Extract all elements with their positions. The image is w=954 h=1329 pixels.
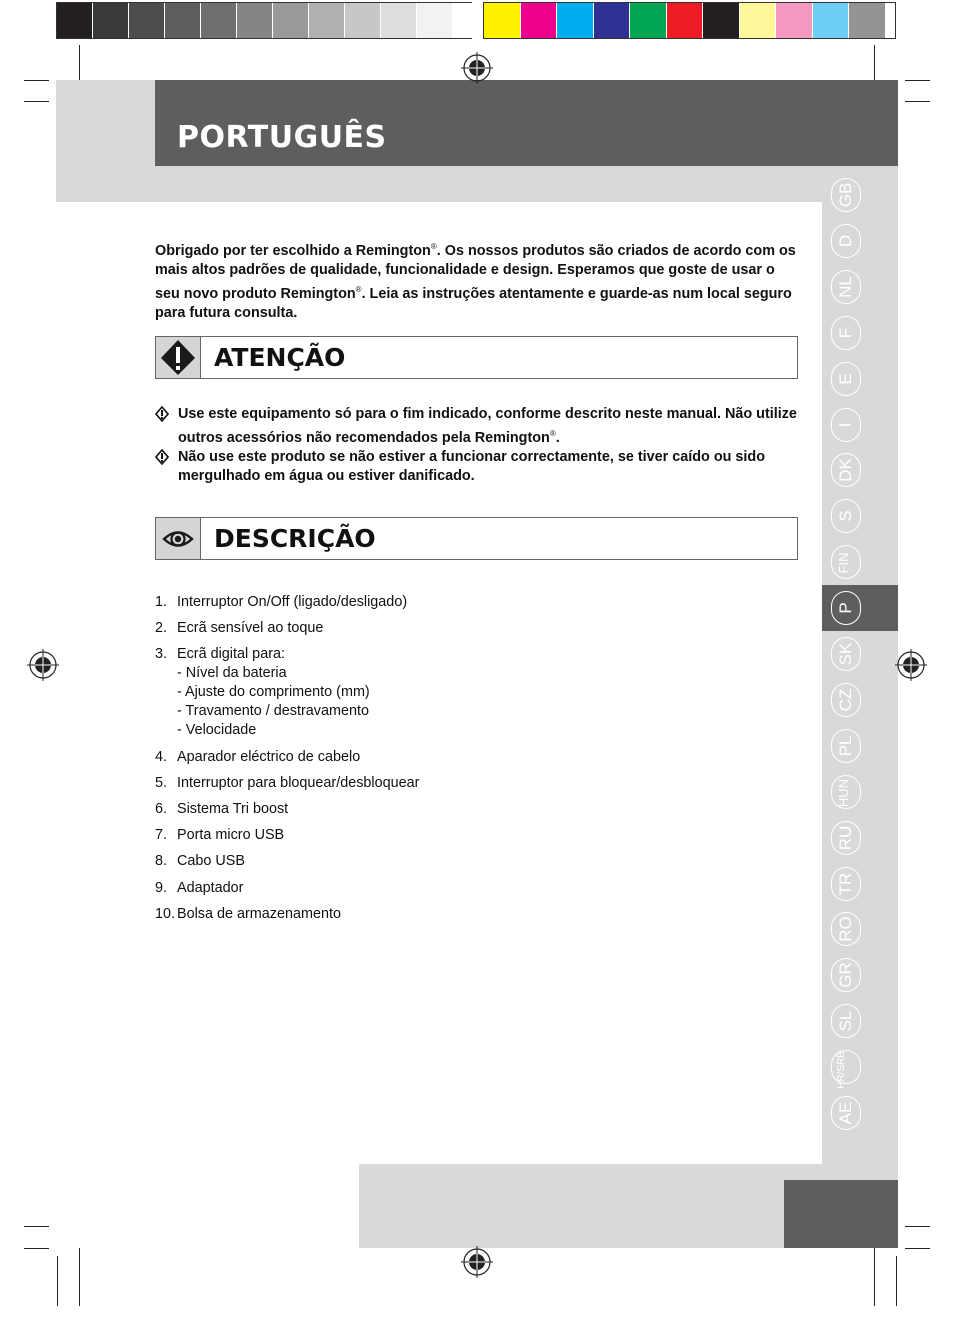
color-swatch <box>165 3 201 38</box>
sub-item: - Nível da bateria <box>177 665 287 682</box>
footer-page-tab <box>784 1180 898 1248</box>
language-tab-hun[interactable] <box>822 769 898 815</box>
process-color-bar <box>484 3 886 38</box>
attention-item <box>155 405 800 448</box>
registration-mark-icon <box>461 52 493 84</box>
warning-bullet-icon <box>155 406 169 422</box>
exclamation-icon <box>156 337 200 378</box>
language-tab-sk[interactable] <box>822 631 898 677</box>
description-item <box>155 774 655 793</box>
color-swatch <box>484 3 521 38</box>
item-number: 5. <box>155 774 168 791</box>
description-icon-cell <box>156 518 201 559</box>
language-tab-label: I <box>836 422 855 427</box>
language-tab-p[interactable] <box>822 585 898 631</box>
warning-bullet-icon <box>155 449 169 465</box>
attention-section-header <box>155 336 798 379</box>
description-section-header <box>155 517 798 560</box>
language-tab-d[interactable] <box>822 218 898 264</box>
language-tab-nl[interactable] <box>822 264 898 310</box>
language-tab-fin[interactable] <box>822 539 898 585</box>
color-swatch <box>57 3 93 38</box>
item-number: 7. <box>155 827 168 844</box>
language-tab-label: F <box>836 327 855 338</box>
color-swatch <box>309 3 345 38</box>
language-tab-tr[interactable] <box>822 861 898 907</box>
color-swatch <box>776 3 813 38</box>
item-number: 10. <box>155 905 176 922</box>
language-tab-label: RO <box>836 916 855 943</box>
color-swatch <box>813 3 850 38</box>
language-tab-e[interactable] <box>822 356 898 402</box>
item-number: 1. <box>155 594 168 610</box>
color-swatch <box>273 3 309 38</box>
crop-mark <box>79 45 80 85</box>
color-swatch <box>594 3 631 38</box>
attention-item-text: Use este equipamento só para o fim indicado, conforme descrito neste manual. Não utilize outros acessórios não recomendados pela Remington <box>178 406 797 446</box>
attention-item <box>155 448 800 486</box>
attention-icon-cell <box>156 337 201 378</box>
description-item <box>155 852 655 871</box>
crop-mark <box>905 80 930 81</box>
color-swatch <box>381 3 417 38</box>
intro-text: Obrigado por ter escolhido a Remington <box>155 242 431 259</box>
crop-mark <box>24 1226 49 1227</box>
language-tab-label: DK <box>836 458 855 483</box>
intro-text: . Leia as instruções atentamente e guarde-as num local seguro para futura consulta. <box>155 285 792 321</box>
item-label: Adaptador <box>177 879 244 896</box>
language-tab-label: CZ <box>836 688 855 712</box>
description-title: DESCRIÇÃO <box>214 524 376 553</box>
color-swatch <box>557 3 594 38</box>
language-tab-ae[interactable] <box>822 1090 898 1136</box>
item-label: Interruptor On/Off (ligado/desligado) <box>177 594 408 610</box>
attention-list <box>155 405 800 486</box>
language-tab-f[interactable] <box>822 310 898 356</box>
crop-mark <box>905 1248 930 1249</box>
crop-mark <box>79 1242 80 1306</box>
item-label: Porta micro USB <box>177 827 285 844</box>
registration-mark-icon <box>461 1246 493 1278</box>
item-label: Interruptor para bloquear/desbloquear <box>177 774 420 791</box>
sub-item: - Travamento / destravamento <box>177 703 369 720</box>
color-swatch <box>237 3 273 38</box>
grayscale-color-bar <box>57 3 489 38</box>
language-tab-label: RU <box>836 825 855 850</box>
language-tab-gr[interactable] <box>822 952 898 998</box>
crop-mark <box>24 101 49 102</box>
color-swatch <box>667 3 704 38</box>
language-tab-i[interactable] <box>822 402 898 448</box>
language-tab-hr-srb[interactable] <box>822 1044 898 1090</box>
description-item <box>155 748 655 767</box>
registration-mark-icon <box>27 649 59 681</box>
item-label: Ecrã digital para: <box>177 646 285 663</box>
language-tab-label: PL <box>836 735 855 757</box>
language-tab-label: SK <box>836 642 855 666</box>
language-tab-label: GR <box>836 962 855 989</box>
item-label: Aparador eléctrico de cabelo <box>177 748 361 765</box>
color-swatch <box>703 3 740 38</box>
description-item <box>155 879 655 898</box>
item-number: 2. <box>155 620 168 637</box>
color-swatch <box>740 3 777 38</box>
language-tab-s[interactable] <box>822 493 898 539</box>
language-tab-ro[interactable] <box>822 906 898 952</box>
description-item <box>155 593 655 612</box>
language-tab-label: TR <box>836 872 855 895</box>
language-tab-cz[interactable] <box>822 677 898 723</box>
item-number: 3. <box>155 646 168 663</box>
color-swatch <box>93 3 129 38</box>
attention-title: ATENÇÃO <box>214 343 346 372</box>
language-tab-label: S <box>836 510 855 522</box>
language-tab-label: D <box>836 234 855 248</box>
intro-text: . Os nossos produtos são criados de acordo com os mais altos padrões de qualidade, funcionalidade e design. Esperamos que goste de usar o seu novo produto Remington <box>155 242 796 302</box>
registered-mark: ® <box>549 429 556 438</box>
color-swatch <box>521 3 558 38</box>
footer-white-area <box>56 1164 359 1248</box>
color-swatch <box>345 3 381 38</box>
registered-mark: ® <box>430 242 437 251</box>
language-tab-label: FIN <box>836 552 851 574</box>
language-tab-label: HUN <box>836 778 851 807</box>
description-item <box>155 905 655 924</box>
crop-mark <box>24 1248 49 1249</box>
item-number: 8. <box>155 853 168 870</box>
item-label: Cabo USB <box>177 853 245 870</box>
crop-mark <box>24 80 49 81</box>
item-label: Sistema Tri boost <box>177 800 289 817</box>
attention-item-end: . <box>555 429 560 446</box>
page-title: PORTUGUÊS <box>177 120 387 155</box>
color-swatch <box>417 3 453 38</box>
sub-item: - Ajuste do comprimento (mm) <box>177 684 370 701</box>
item-label: Bolsa de armazenamento <box>177 905 341 922</box>
description-item <box>155 826 655 845</box>
color-swatch <box>849 3 886 38</box>
item-label: Ecrã sensível ao toque <box>177 620 324 637</box>
crop-mark <box>874 45 875 85</box>
item-number: 6. <box>155 800 168 817</box>
registered-mark: ® <box>355 284 362 294</box>
language-tab-ru[interactable] <box>822 815 898 861</box>
crop-mark <box>57 1256 58 1306</box>
color-swatch <box>129 3 165 38</box>
language-tab-label: NL <box>836 275 855 298</box>
color-swatch <box>201 3 237 38</box>
description-item <box>155 800 655 819</box>
language-tab-pl[interactable] <box>822 723 898 769</box>
sub-item: - Velocidade <box>177 722 257 739</box>
description-list <box>155 593 655 931</box>
description-item <box>155 619 655 638</box>
attention-item-text: Não use este produto se não estiver a funcionar correctamente, se tiver caído ou sido mergulhado em água ou estiver danificado. <box>178 448 765 484</box>
language-tab-dk[interactable] <box>822 447 898 493</box>
registration-mark-icon <box>895 649 927 681</box>
language-tab-label: E <box>836 372 855 385</box>
crop-mark <box>874 1242 875 1306</box>
language-tab-label: SL <box>836 1010 855 1032</box>
color-swatch <box>630 3 667 38</box>
crop-mark <box>905 101 930 102</box>
crop-mark <box>896 1256 897 1306</box>
language-tab-label: AE <box>836 1101 855 1125</box>
item-number: 4. <box>155 748 168 765</box>
language-tab-label: GB <box>836 182 855 208</box>
language-tab-label: HR/SRB <box>836 1051 847 1089</box>
language-tab-sl[interactable] <box>822 998 898 1044</box>
language-tab-gb[interactable] <box>822 172 898 218</box>
language-tab-label: P <box>836 602 855 614</box>
eye-icon <box>156 518 200 559</box>
item-number: 9. <box>155 879 168 896</box>
crop-mark <box>905 1226 930 1227</box>
intro-paragraph <box>155 237 800 323</box>
description-item <box>155 645 655 740</box>
